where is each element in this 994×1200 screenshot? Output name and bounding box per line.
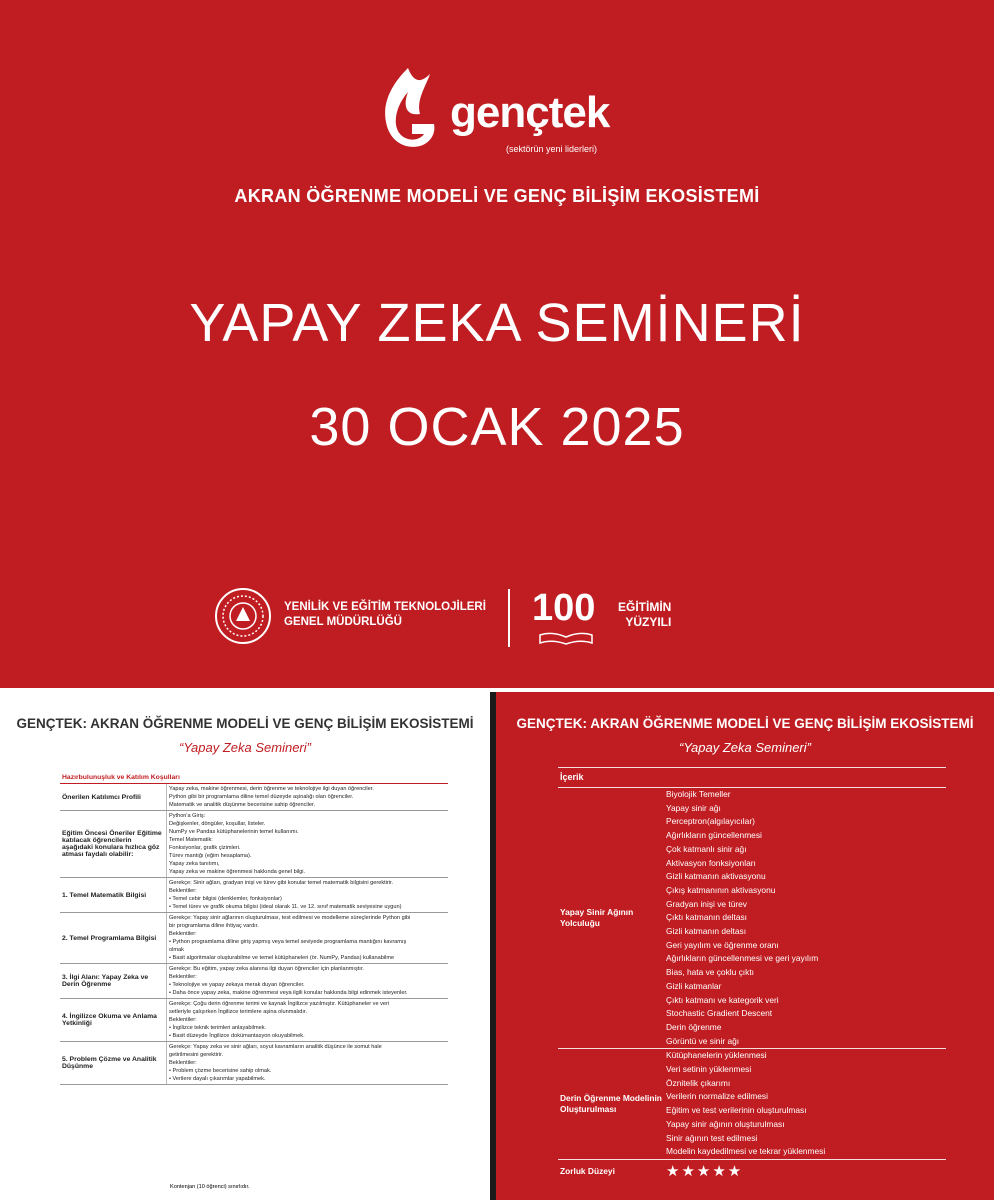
content-table [558, 767, 946, 1182]
right-page-subtitle: “Yapay Zeka Semineri” [679, 740, 811, 755]
difficulty-stars: ★★★★★ [666, 1162, 744, 1180]
ministry-line-1: YENİLİK VE EĞİTİM TEKNOLOJİLERİ [284, 601, 486, 613]
list-item: Öznitelik çıkarımı [666, 1077, 731, 1088]
list-item: Ağırlıkların güncellenmesi ve geri yayılım [666, 953, 819, 964]
table-row [60, 913, 448, 964]
list-item: Çıkış katmanının aktivasyonu [666, 884, 776, 895]
seminar-date: 30 OCAK 2025 [309, 397, 685, 457]
row-line: Beklentiler: [169, 1060, 197, 1066]
left-page-subtitle: “Yapay Zeka Semineri” [179, 740, 311, 755]
right-page-title: GENÇTEK: AKRAN ÖĞRENME MODELİ VE GENÇ BİLİŞİM EKOSİSTEMİ [516, 716, 974, 731]
row-label: Önerilen Katılımcı Profili [62, 793, 141, 801]
list-item: Yapay sinir ağı [666, 802, 721, 813]
difficulty-label: Zorluk Düzeyi [560, 1166, 615, 1177]
row-content [166, 811, 448, 877]
genctek-logo [368, 62, 628, 162]
row-line: Değişkenler, döngüler, koşullar, listeler. [169, 821, 266, 827]
row-line: Matematik ve analitik düşünme becerisine sahip öğrenciler. [169, 802, 316, 808]
table-row [60, 999, 448, 1042]
list-item: Çok katmanlı sinir ağı [666, 843, 747, 854]
row-line: • Teknolojiye ve yapay zekaya merak duyan öğrenciler. [169, 982, 305, 988]
centennial-text [618, 600, 671, 630]
row-line: Beklentiler: [169, 1017, 197, 1023]
table-rule [558, 1159, 946, 1160]
ministry-seal-icon [214, 587, 272, 645]
list-item: Çıktı katmanın deltası [666, 912, 747, 923]
table-rule [558, 787, 946, 788]
row-line: Temel Matematik: [169, 837, 213, 843]
list-item: Perceptron(algılayıcılar) [666, 816, 755, 827]
seminar-title: YAPAY ZEKA SEMİNERİ [189, 293, 805, 353]
row-line: bir programlama diline ihtiyaç vardır. [169, 923, 259, 929]
row-label: Yapay Sinir Ağının Yolculuğu [560, 907, 634, 929]
row-line: • Verilere dayalı çıkarımlar yapabilmek. [169, 1076, 266, 1082]
row-content [166, 999, 448, 1041]
row-line: Yapay zeka tanıtımı, [169, 861, 220, 867]
row-line: • Temel cebir bilgisi (denklemler, fonksiyonlar) [169, 896, 282, 902]
table-rule [558, 1048, 946, 1049]
row-line: setleriyle çalışırken İngilizce terimlere aşina olunmalıdır. [169, 1009, 308, 1015]
row-line: • Daha önce yapay zeka, makine öğrenmesi veya ilgili konular hakkında bilgi edinmek isteyenler. [169, 990, 408, 996]
ministry-line-2: GENEL MÜDÜRLÜĞÜ [284, 616, 402, 628]
list-item: Biyolojik Temeller [666, 789, 731, 799]
list-item: Gizli katmanlar [666, 980, 722, 991]
list-item: Kütüphanelerin yüklenmesi [666, 1050, 767, 1061]
list-item: Veri setinin yüklenmesi [666, 1064, 752, 1075]
table-row [60, 784, 448, 811]
list-item: Eğitim ve test verilerinin oluşturulması [666, 1105, 807, 1116]
requirements-table [60, 772, 448, 1085]
row-line: getirilmesini gerektirir. [169, 1052, 224, 1058]
list-item: Stochastic Gradient Descent [666, 1008, 773, 1019]
row-line: Beklentiler: [169, 888, 197, 894]
row-line: Gerekçe: Çoğu derin öğrenme terimi ve kaynak İngilizce yazılmıştır. Kütüphaneler ve veri [169, 1001, 390, 1007]
table-row [60, 964, 448, 999]
row-line: Gerekçe: Bu eğitim, yapay zeka alanına ilgi duyan öğrenciler için planlanmıştır. [169, 966, 364, 972]
list-item: Görüntü ve sinir ağı [666, 1035, 740, 1046]
row-line: Yapay zeka, makine öğrenmesi, derin öğrenme ve teknolojiye ilgi duyan öğrenciler. [169, 786, 374, 792]
participation-requirements-page [0, 692, 490, 1200]
topic-list [666, 788, 946, 1048]
row-line: Python gibi bir programlama diline temel düzeyde aşinalığı olan öğrenciler. [169, 794, 354, 800]
row-label: 5. Problem Çözme ve Analitik Düşünme [62, 1056, 157, 1070]
row-label: 3. İlgi Alanı: Yapay Zeka ve Derin Öğrenme [62, 974, 149, 988]
list-item: Ağırlıkların güncellenmesi [666, 830, 762, 841]
capacity-note: Kontenjan (10 öğrenci) sınırlıdır. [170, 1184, 250, 1190]
list-item: Çıktı katmanı ve kategorik veri [666, 994, 779, 1005]
row-line: Gerekçe: Yapay sinir ağlarının oluşturulması, test edilmesi ve modelleme süreçlerinde Python gibi [169, 915, 411, 921]
left-page-title: GENÇTEK: AKRAN ÖĞRENME MODELİ VE GENÇ BİLİŞİM EKOSİSTEMİ [16, 716, 474, 731]
row-line: Fonksiyonlar, grafik çizimleri. [169, 845, 241, 851]
row-content [166, 878, 448, 912]
row-line: Yapay zeka ve makine öğrenmesi hakkında genel bilgi. [169, 869, 306, 875]
list-item: Verilerin normalize edilmesi [666, 1091, 768, 1102]
open-book-icon [538, 631, 594, 645]
difficulty-row [558, 1160, 946, 1182]
table-row [558, 788, 946, 1048]
table-row [60, 811, 448, 878]
requirements-section-header: Hazırbulunuşluk ve Katılım Koşulları [60, 772, 448, 784]
row-line: • Problem çözme becerisine sahip olmak. [169, 1068, 272, 1074]
row-line: Gerekçe: Sinir ağları, gradyan inişi ve türev gibi konular temel matematik bilgisini gerektirir. [169, 880, 394, 886]
row-label: Derin Öğrenme Modelinin Oluşturulması [560, 1093, 662, 1115]
table-rule [558, 767, 946, 768]
row-line: Gerekçe: Yapay zeka ve sinir ağları, soyut kavramların analitik düşünce ile somut hale [169, 1044, 382, 1050]
row-line: olmak [169, 947, 184, 953]
list-item: Geri yayılım ve öğrenme oranı [666, 939, 779, 950]
partner-logos [214, 585, 684, 655]
row-label: 2. Temel Programlama Bilgisi [62, 934, 157, 942]
row-content [166, 1042, 448, 1084]
row-line: Beklentiler: [169, 974, 197, 980]
flame-icon [368, 62, 448, 162]
row-content [166, 913, 448, 963]
list-item: Bias, hata ve çoklu çıktı [666, 967, 754, 978]
centennial-line-1: EĞİTİMİN [618, 600, 672, 614]
table-row [60, 878, 448, 913]
row-line: • Python programlama diline giriş yapmış veya temel seviyede programlama mantığını kavramış [169, 939, 407, 945]
row-line: • Temel türev ve grafik okuma bilgisi (ideal olarak 11. ve 12. sınıf matematik seviyesine uygun) [169, 904, 402, 910]
row-line: • Basit düzeyde İngilizce dokümantasyon okuyabilmek. [169, 1033, 305, 1039]
row-content [166, 964, 448, 998]
centennial-100-logo [532, 587, 602, 649]
ecosystem-title: AKRAN ÖĞRENME MODELİ VE GENÇ BİLİŞİM EKOSİSTEMİ [234, 186, 760, 206]
table-row [60, 1042, 448, 1085]
row-label: Eğitim Öncesi Öneriler Eğitime katılacak öğrencilerin aşağıdaki konulara hızlıca göz atması faydalı olabilir: [62, 830, 162, 858]
logo-divider [508, 589, 510, 647]
row-line: Python'a Giriş: [169, 813, 206, 819]
hundred-number: 100 [532, 587, 596, 629]
row-content [166, 784, 448, 810]
centennial-line-2: YÜZYILI [625, 615, 672, 629]
list-item: Gizli katmanın deltası [666, 926, 747, 937]
row-line: • İngilizce teknik terimleri anlayabilmek. [169, 1025, 267, 1031]
row-line: Beklentiler: [169, 931, 197, 937]
brand-tagline: (sektörün yeni liderleri) [506, 144, 598, 154]
seminar-content-page [496, 692, 994, 1200]
row-line: Türev mantığı (eğim hesaplama). [169, 853, 252, 859]
ministry-name [284, 600, 486, 630]
list-item: Aktivasyon fonksiyonları [666, 857, 756, 868]
row-line: • Basit algoritmalar oluşturabilme ve temel kütüphaneleri (ör. NumPy, Pandas) kullanabilme [169, 955, 395, 961]
content-header: İçerik [560, 772, 584, 782]
brand-name: gençtek [450, 88, 610, 137]
list-item: Gradyan inişi ve türev [666, 898, 747, 909]
list-item: Sinir ağının test edilmesi [666, 1132, 758, 1143]
list-item: Modelin kaydedilmesi ve tekrar yüklenmesi [666, 1146, 826, 1157]
topic-list [666, 1049, 946, 1159]
row-line: NumPy ve Pandas kütüphanelerinin temel kullanımı. [169, 829, 299, 835]
row-label: 1. Temel Matematik Bilgisi [62, 891, 147, 899]
row-label: 4. İngilizce Okuma ve Anlama Yetkinliği [62, 1013, 157, 1027]
list-item: Derin öğrenme [666, 1021, 722, 1032]
list-item: Gizli katmanın aktivasyonu [666, 871, 766, 882]
list-item: Yapay sinir ağının oluşturulması [666, 1118, 785, 1129]
table-row [558, 1049, 946, 1159]
